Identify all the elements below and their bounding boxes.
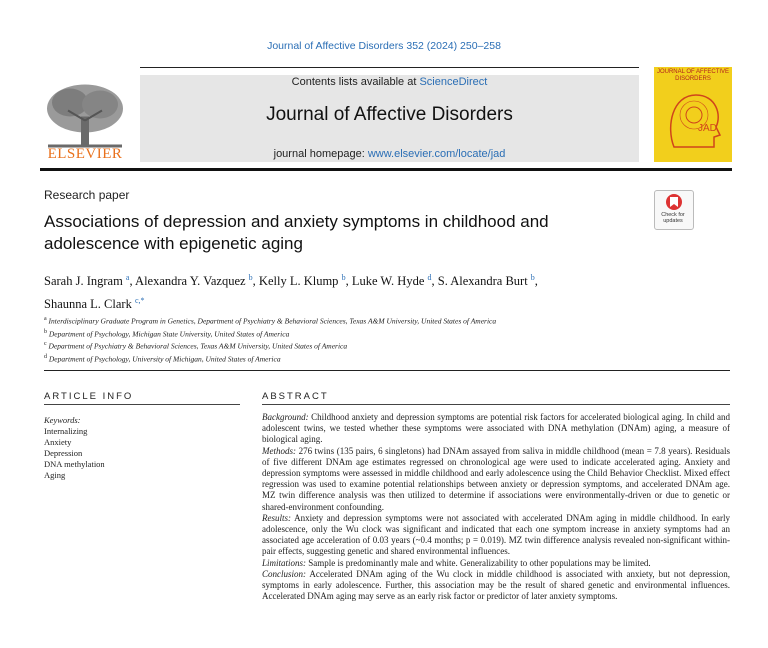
affiliation: $^c$ Department of Psychiatry & Behavioral Sciences, Texas A&M University, United States of America [44,341,348,351]
article-info-rule [44,404,240,405]
cover-mark: JAD [698,123,717,134]
sciencedirect-link[interactable]: ScienceDirect [419,76,488,88]
author[interactable]: Sarah J. Ingram $^a$ [44,273,130,289]
header-top-rule [140,67,639,68]
homepage-prefix: journal homepage: [273,148,368,160]
elsevier-wordmark: ELSEVIER [47,146,123,162]
bookmark-icon [655,191,693,213]
cover-title: JOURNAL OF AFFECTIVE DISORDERS [656,69,730,82]
author[interactable]: Shaunna L. Clark $^{c,*}$ [44,296,145,312]
contents-prefix: Contents lists available at [291,76,420,88]
keywords-block [44,415,234,481]
author[interactable]: S. Alexandra Burt $^b$ [437,273,535,289]
keyword[interactable]: Depression [44,448,83,458]
abstract-conclusion: Conclusion: Accelerated DNAm aging of the Wu clock in middle childhood is associated with anxiety, but not depression, symptoms in early adolescence. Further, this association may be the result of shared genetic and environmental influences. Accelerated DNAm aging may serve as an early risk factor or predictor of later anxiety symptoms. [262,568,730,602]
affiliation: $^a$ Interdisciplinary Graduate Program in Genetics, Department of Psychiatry & Behavioral Sciences, Texas A&M University, United States of America [44,316,497,326]
contents-line [140,76,639,88]
keyword[interactable]: Internalizing [44,426,88,436]
abstract-body [262,412,730,602]
keyword[interactable]: Anxiety [44,437,72,447]
keyword[interactable]: DNA methylation [44,459,105,469]
abstract-methods: Methods: 276 twins (135 pairs, 6 singletons) had DNAm assayed from saliva in middle childhood (mean = 7.8 years). Residuals of five different DNAm age estimates regressed on chronological age were used to indicate accelerated aging. Anxiety and depression symptoms were assessed in middle childhood and early adolescence using the Child Behavior Checklist. Mixed effect regression was used to examine potential relationships between anxiety or depression symptoms, and accelerated DNAm age. MZ twin difference analysis was then utilized to determine if associations were environmentally-driven or due to genetic or shared-environment confounding. [262,445,730,512]
affiliation: $^d$ Department of Psychology, University of Michigan, United States of America [44,353,281,363]
affiliations [44,314,724,364]
homepage-link[interactable]: www.elsevier.com/locate/jad [367,148,506,160]
keyword[interactable]: Aging [44,470,66,480]
header-bottom-rule [40,168,732,171]
abstract-heading: ABSTRACT [262,391,329,402]
keywords-label: Keywords: [44,415,81,425]
author[interactable]: Alexandra Y. Vazquez $^b$ [135,273,253,289]
affiliation: $^b$ Department of Psychology, Michigan State University, United States of America [44,328,290,338]
journal-title: Journal of Affective Disorders [266,104,513,125]
article-type: Research paper [44,188,130,202]
journal-citation-link[interactable]: Journal of Affective Disorders 352 (2024) 250–258 [267,40,501,52]
abstract-rule [262,404,730,405]
author[interactable]: Luke W. Hyde $^d$ [351,273,432,289]
journal-cover-thumbnail[interactable] [654,67,732,162]
author-list: Sarah J. Ingram $^a$, Alexandra Y. Vazquez $^b$, Kelly L. Klump $^b$, Luke W. Hyde $^d$, S. Alexandra Burt $^b$, Shaunna L. Clark $^{c,*}$ [44,273,538,312]
cover-head-graphic [654,67,732,162]
check-for-updates-button[interactable] [654,190,694,230]
section-divider [44,370,730,371]
abstract-limitations: Limitations: Sample is predominantly male and white. Generalizability to other populations may be limited. [262,557,651,568]
article-info-heading: ARTICLE INFO [44,391,134,402]
author[interactable]: Kelly L. Klump $^b$ [258,273,346,289]
article-title: Associations of depression and anxiety symptoms in childhood and adolescence with epigenetic aging [44,212,549,253]
check-for-updates-label: Check for updates [661,212,685,224]
journal-homepage-line [140,148,639,160]
abstract-results: Results: Anxiety and depression symptoms were not associated with accelerated DNAm aging in middle childhood. In early adolescence, only the Wu clock was significant and indicated that each one symptom increase in anxiety symptoms had an associated age acceleration of 0.03 years (~0.4 months; p = 0.019). MZ twin difference analysis revealed non-significant within-pair effects, suggesting genetic and shared environmental influences. [262,512,730,557]
abstract-background: Background: Childhood anxiety and depression symptoms are potential risk factors for accelerated biological aging. In child and adolescent twins, we tested whether these symptoms were associated with DNA methylation (DNAm) aging, a measure of biological aging. [262,412,730,445]
